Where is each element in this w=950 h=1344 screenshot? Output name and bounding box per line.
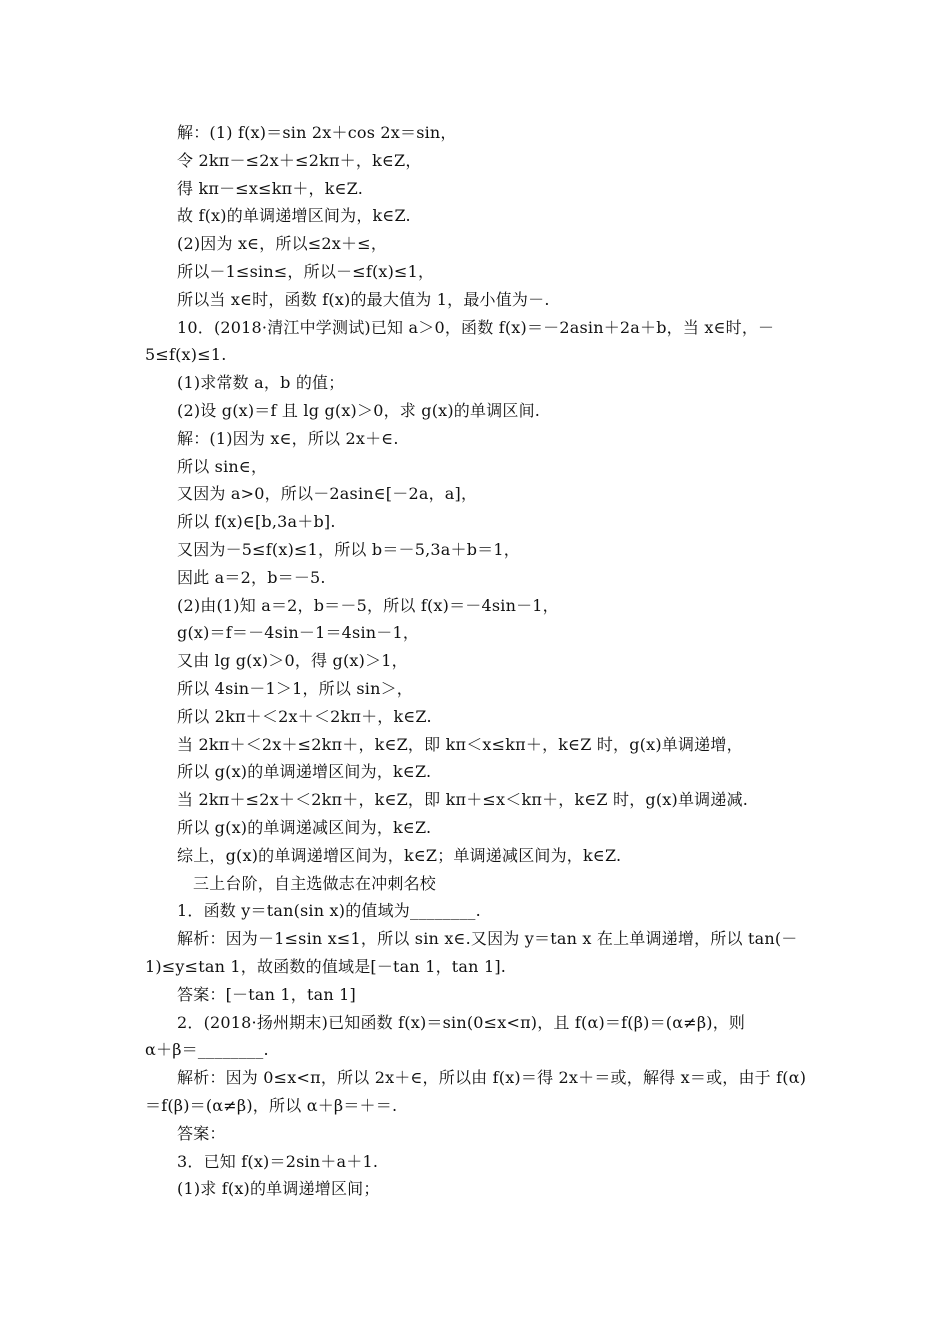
text-line: 所以 f(x)∈[b,3a＋b].	[177, 512, 336, 532]
text-line: 所以 g(x)的单调递增区间为，k∈Z.	[177, 762, 432, 782]
text-line: (1)求 f(x)的单调递增区间；	[177, 1179, 380, 1199]
text-line: 解：(1) f(x)＝sin 2x＋cos 2x＝sin，	[177, 123, 457, 142]
text-line: 所以－1≤sin≤，所以－≤f(x)≤1，	[177, 262, 435, 281]
text-line: 3．已知 f(x)＝2sin＋a＋1.	[177, 1151, 379, 1171]
text-line: 1)≤y≤tan 1，故函数的值域是[－tan 1，tan 1].	[145, 957, 507, 976]
text-line: 5≤f(x)≤1.	[145, 345, 227, 365]
text-line: 当 2kπ＋≤2x＋＜2kπ＋，k∈Z，即 kπ＋≤x＜kπ＋，k∈Z 时，g(x)单调递减.	[177, 790, 749, 810]
text-line: 综上，g(x)的单调递增区间为，k∈Z；单调递减区间为，k∈Z.	[177, 845, 622, 865]
text-line: 又由 lg g(x)＞0，得 g(x)＞1，	[177, 651, 408, 671]
text-line: 三上台阶，自主选做志在冲刺名校	[193, 873, 437, 893]
text-line: 答案：[－tan 1，tan 1]	[177, 984, 356, 1004]
text-line: 答案：	[177, 1123, 226, 1143]
text-line: 1．函数 y＝tan(sin x)的值域为________.	[177, 901, 481, 921]
text-line: 得 kπ－≤x≤kπ＋，k∈Z.	[177, 178, 364, 198]
text-line: (2)因为 x∈，所以≤2x＋≤，	[177, 234, 388, 254]
text-line: 因此 a＝2，b＝－5.	[177, 567, 326, 587]
text-line: 令 2kπ－≤2x＋≤2kπ＋，k∈Z，	[177, 150, 422, 170]
text-line: 又因为 a>0，所以－2asin∈[－2a，a]，	[177, 484, 478, 504]
text-line: 10．(2018·清江中学测试)已知 a＞0，函数 f(x)＝－2asin＋2a＋b，当 x∈时，－	[177, 317, 775, 337]
text-line: (1)求常数 a，b 的值；	[177, 373, 345, 393]
text-line: α＋β＝________.	[145, 1040, 269, 1060]
text-line: 解析：因为 0≤x<π，所以 2x＋∈，所以由 f(x)＝得 2x＋＝或，解得 x＝或，由于 f(α)	[177, 1068, 807, 1088]
text-line: 解析：因为－1≤sin x≤1，所以 sin x∈.又因为 y＝tan x 在上单调递增，所以 tan(－	[177, 929, 798, 949]
text-line: 当 2kπ＋＜2x＋≤2kπ＋，k∈Z，即 kπ＜x≤kπ＋，k∈Z 时，g(x)单调递增，	[177, 734, 743, 754]
text-line: ＝f(β)＝(α≠β)，所以 α＋β＝＋＝.	[145, 1096, 398, 1115]
text-line: 所以 g(x)的单调递减区间为，k∈Z.	[177, 818, 432, 837]
text-line: (2)由(1)知 a＝2，b＝－5，所以 f(x)＝－4sin－1，	[177, 595, 559, 615]
text-line: 2．(2018·扬州期末)已知函数 f(x)＝sin(0≤x<π)，且 f(α)＝f(β)＝(α≠β)，则	[177, 1012, 746, 1032]
text-line: (2)设 g(x)＝f 且 lg g(x)＞0，求 g(x)的单调区间.	[177, 401, 541, 420]
text-line: 所以 sin∈，	[177, 456, 268, 476]
text-line: 解：(1)因为 x∈，所以 2x＋∈.	[177, 428, 399, 448]
text-line: 所以 2kπ＋＜2x＋＜2kπ＋，k∈Z.	[177, 706, 432, 726]
text-line: 所以 4sin－1＞1，所以 sin＞，	[177, 679, 413, 698]
text-line: 故 f(x)的单调递增区间为，k∈Z.	[177, 206, 411, 226]
text-line: 所以当 x∈时，函数 f(x)的最大值为 1，最小值为－.	[177, 289, 550, 309]
text-line: g(x)＝f＝－4sin－1＝4sin－1，	[177, 623, 420, 643]
text-line: 又因为－5≤f(x)≤1，所以 b＝－5,3a＋b＝1，	[177, 540, 520, 559]
